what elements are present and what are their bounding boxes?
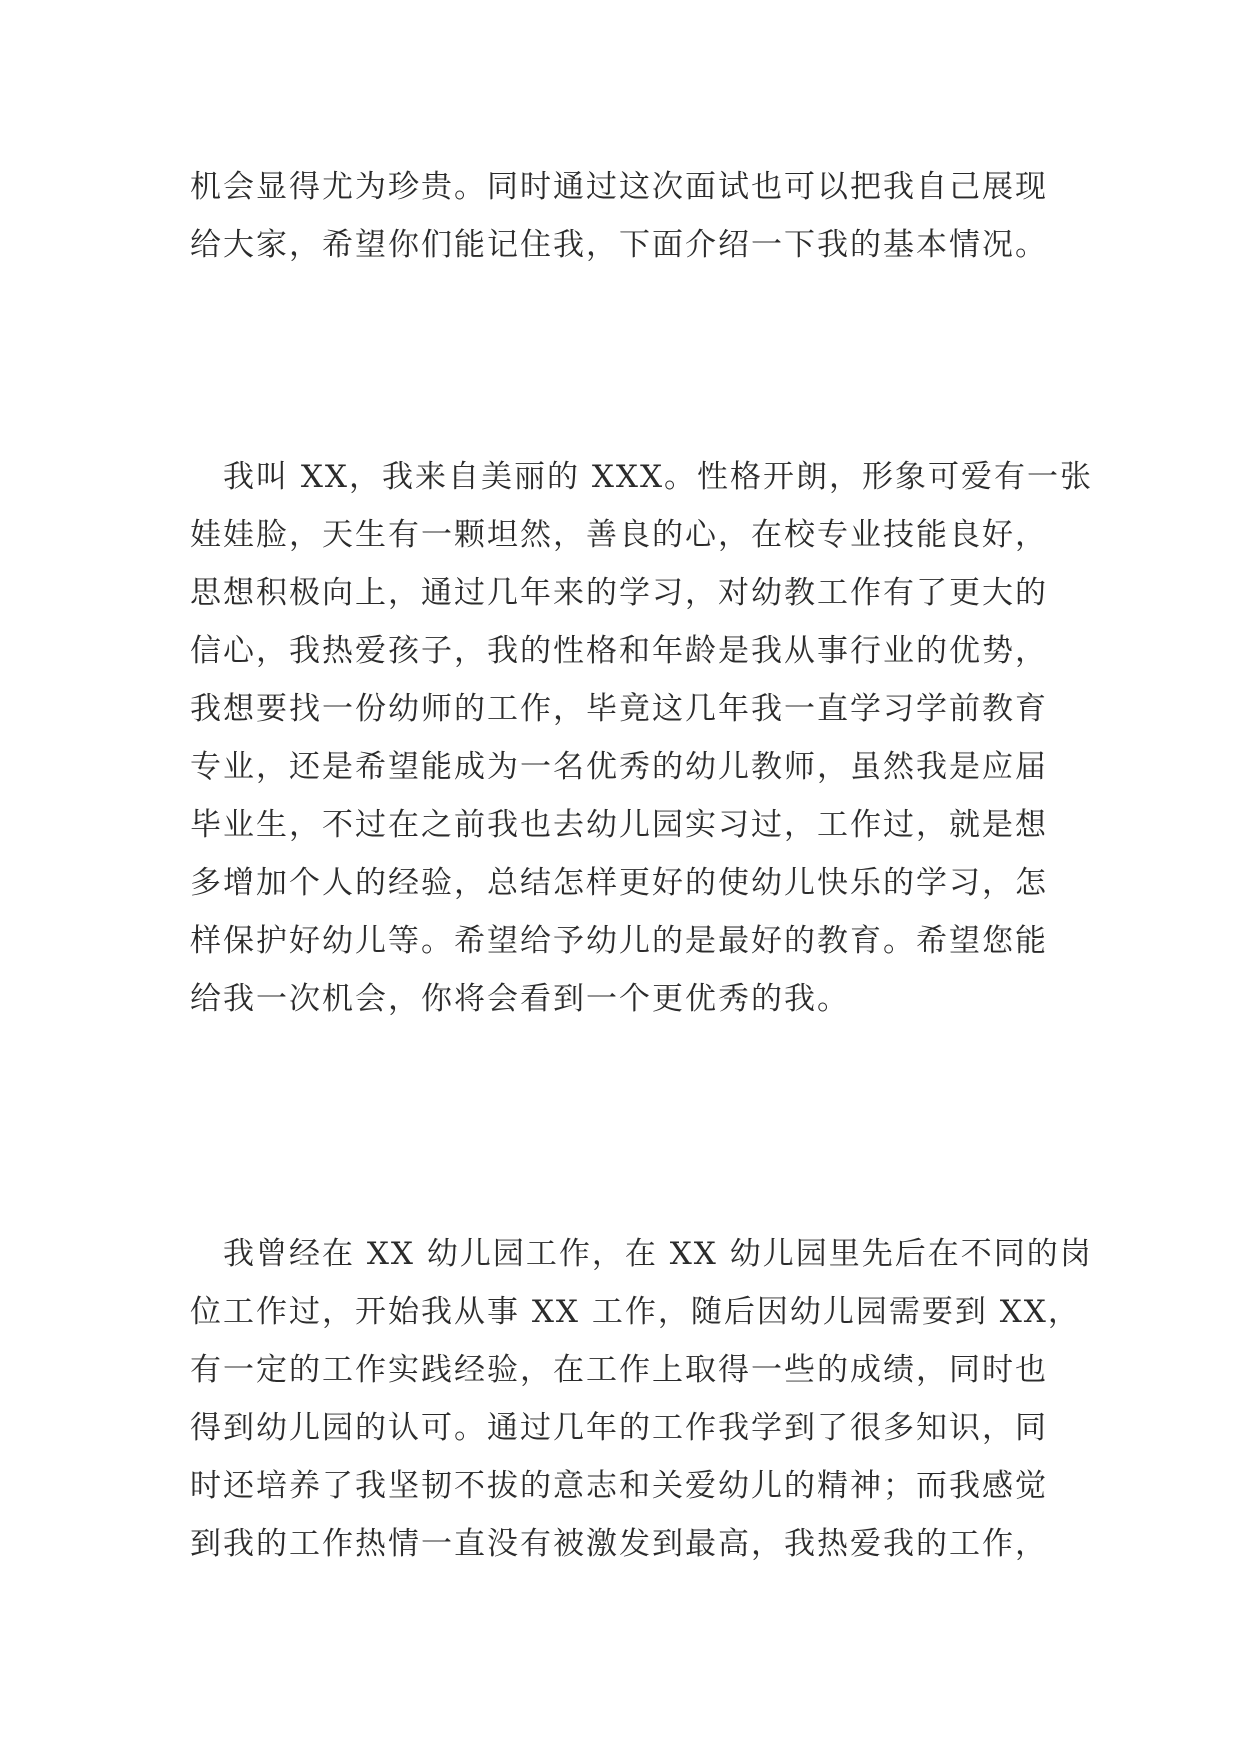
text-line: 娃娃脸，天生有一颗坦然，善良的心，在校专业技能良好， (190, 517, 1048, 553)
text-line: 机会显得尤为珍贵。同时通过这次面试也可以把我自己展现 (190, 169, 1048, 205)
text-line: 位工作过，开始我从事 XX 工作，随后因幼儿园需要到 XX， (190, 1294, 1081, 1330)
text-line: 多增加个人的经验，总结怎样更好的使幼儿快乐的学习，怎 (190, 865, 1048, 901)
text-line: 我想要找一份幼师的工作，毕竟这几年我一直学习学前教育 (190, 691, 1048, 727)
paragraph-self-introduction (190, 448, 1094, 1028)
text-line: 得到幼儿园的认可。通过几年的工作我学到了很多知识，同 (190, 1410, 1048, 1446)
text-line: 专业，还是希望能成为一名优秀的幼儿教师，虽然我是应届 (190, 749, 1048, 785)
text-line: 信心，我热爱孩子，我的性格和年龄是我从事行业的优势， (190, 633, 1048, 669)
text-line: 我曾经在 XX 幼儿园工作，在 XX 幼儿园里先后在不同的岗 (190, 1236, 1093, 1272)
text-line: 到我的工作热情一直没有被激发到最高，我热爱我的工作， (190, 1526, 1048, 1562)
paragraph-opening (190, 158, 1065, 274)
text-line: 给大家，希望你们能记住我，下面介绍一下我的基本情况。 (190, 227, 1048, 263)
text-line: 有一定的工作实践经验，在工作上取得一些的成绩，同时也 (190, 1352, 1048, 1388)
text-line: 给我一次机会，你将会看到一个更优秀的我。 (190, 981, 850, 1017)
text-line: 毕业生，不过在之前我也去幼儿园实习过，工作过，就是想 (190, 807, 1048, 843)
text-line: 我叫 XX，我来自美丽的 XXX。性格开朗，形象可爱有一张 (190, 459, 1094, 495)
text-line: 样保护好幼儿等。希望给予幼儿的是最好的教育。希望您能 (190, 923, 1048, 959)
paragraph-work-experience (190, 1225, 1093, 1573)
text-line: 思想积极向上，通过几年来的学习，对幼教工作有了更大的 (190, 575, 1048, 611)
text-line: 时还培养了我坚韧不拔的意志和关爱幼儿的精神；而我感觉 (190, 1468, 1048, 1504)
